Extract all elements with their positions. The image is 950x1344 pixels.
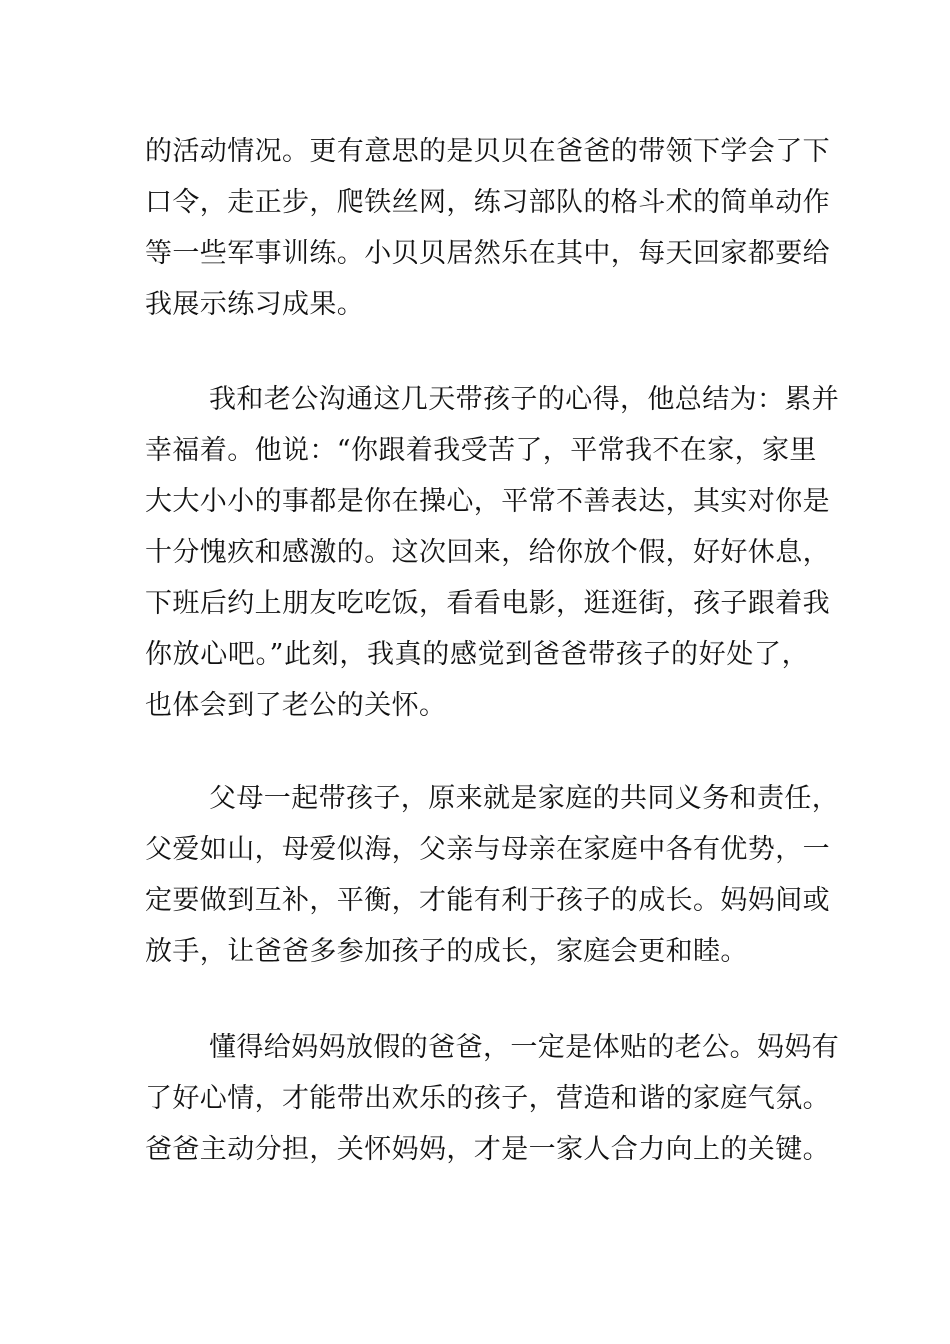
text-line: 的活动情况。更有意思的是贝贝在爸爸的带领下学会了下 [145, 136, 830, 167]
paragraph-4 [145, 1022, 840, 1175]
text-line: 定要做到互补，平衡，才能有利于孩子的成长。妈妈间或 [145, 885, 830, 916]
text-line: 口令，走正步，爬铁丝网，练习部队的格斗术的简单动作 [145, 187, 830, 218]
paragraph-2 [145, 374, 840, 731]
text-line: 放手，让爸爸多参加孩子的成长，家庭会更和睦。 [145, 936, 748, 967]
text-line: 父爱如山，母爱似海，父亲与母亲在家庭中各有优势，一 [145, 834, 830, 865]
text-line: 爸爸主动分担，关怀妈妈，才是一家人合力向上的关键。 [145, 1134, 830, 1165]
text-line-indented: 父母一起带孩子，原来就是家庭的共同义务和责任， [209, 783, 840, 814]
text-line: 也体会到了老公的关怀。 [145, 690, 447, 721]
text-line: 大大小小的事都是你在操心，平常不善表达，其实对你是 [145, 486, 830, 517]
text-line-indented: 我和老公沟通这几天带孩子的心得，他总结为：累并 [209, 384, 840, 415]
text-line-indented: 懂得给妈妈放假的爸爸，一定是体贴的老公。妈妈有 [209, 1032, 840, 1063]
text-line: 了好心情，才能带出欢乐的孩子，营造和谐的家庭气氛。 [145, 1083, 830, 1114]
paragraph-3 [145, 773, 840, 977]
text-line: 你放心吧。”此刻，我真的感觉到爸爸带孩子的好处了， [145, 639, 809, 670]
text-line: 下班后约上朋友吃吃饭，看看电影，逛逛街，孩子跟着我 [145, 588, 830, 619]
text-line: 等一些军事训练。小贝贝居然乐在其中，每天回家都要给 [145, 238, 830, 269]
paragraph-1 [145, 126, 830, 330]
text-line: 十分愧疚和感激的。这次回来，给你放个假，好好休息， [145, 537, 830, 568]
text-line: 我展示练习成果。 [145, 289, 365, 320]
text-line: 幸福着。他说：“你跟着我受苦了，平常我不在家，家里 [145, 435, 817, 466]
